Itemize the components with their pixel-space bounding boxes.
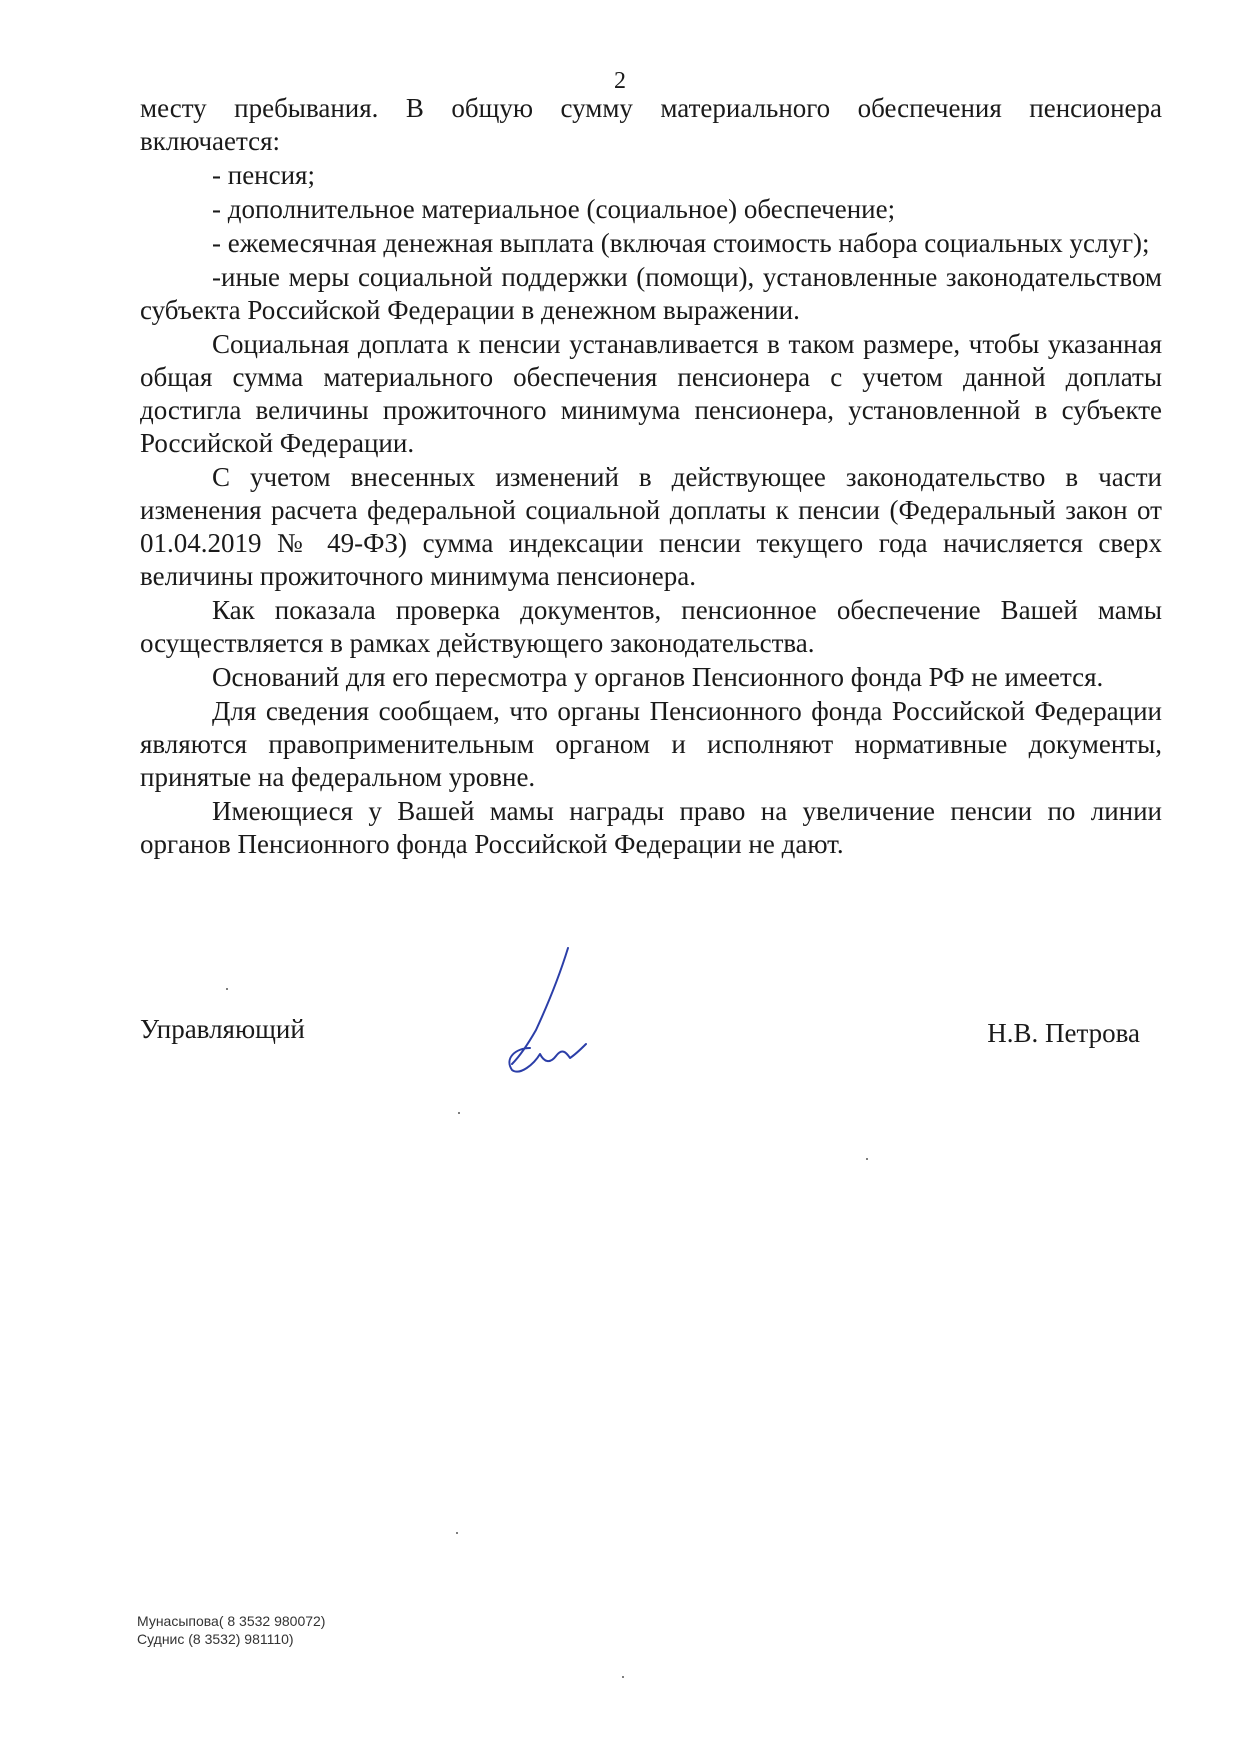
page-number: 2 [614,68,626,94]
paragraph-intro: месту пребывания. В общую сумму материального обеспечения пенсионера включается: [140,93,1162,156]
scan-speck [458,1112,460,1114]
list-item-monthly-payment: - ежемесячная денежная выплата (включая стоимость набора социальных услуг); [212,228,1150,258]
footer-contact-line: Мунасыпова( 8 3532 980072) [137,1613,326,1629]
list-item-additional-support: - дополнительное материальное (социальное) обеспечение; [212,194,896,224]
signature-block [140,1004,1140,1074]
scan-speck [622,1676,624,1678]
signatory-name: Н.В. Петрова [987,1018,1140,1048]
signatory-title: Управляющий [140,1014,305,1044]
scan-speck [456,1532,458,1534]
scan-speck [866,1158,868,1160]
paragraph-legislation-changes: С учетом внесенных изменений в действующее законодательство в части изменения расчета федеральной социальной доплаты к пенсии (Федеральный закон от 01.04.2019 № 49-ФЗ) сумма индексации пенсии текущего года начисляется сверх величины прожиточного минимума пенсионера. [140,462,1162,591]
paragraph-no-grounds: Оснований для его пересмотра у органов Пенсионного фонда РФ не имеется. [212,662,1104,692]
scan-speck [226,988,228,990]
footer-contact-line: Суднис (8 3532) 981110) [137,1631,294,1647]
paragraph-awards: Имеющиеся у Вашей мамы награды право на увеличение пенсии по линии органов Пенсионного фонда Российской Федерации не дают. [140,796,1162,859]
handwritten-signature [490,944,620,1074]
letter-body [140,92,1162,862]
list-item-other-measures: -иные меры социальной поддержки (помощи), установленные законодательством субъекта Российской Федерации в денежном выражении. [140,262,1162,325]
paragraph-for-information: Для сведения сообщаем, что органы Пенсионного фонда Российской Федерации являются правоприменительным органом и исполняют нормативные документы, принятые на федеральном уровне. [140,696,1162,792]
paragraph-document-check: Как показала проверка документов, пенсионное обеспечение Вашей мамы осуществляется в рамках действующего законодательства. [140,595,1162,658]
paragraph-social-supplement: Социальная доплата к пенсии устанавливается в таком размере, чтобы указанная общая сумма материального обеспечения пенсионера с учетом данной доплаты достигла величины прожиточного минимума пенсионера, установленной в субъекте Российской Федерации. [140,329,1162,458]
list-item-pension: - пенсия; [212,160,315,190]
footer-contacts [137,1612,325,1648]
